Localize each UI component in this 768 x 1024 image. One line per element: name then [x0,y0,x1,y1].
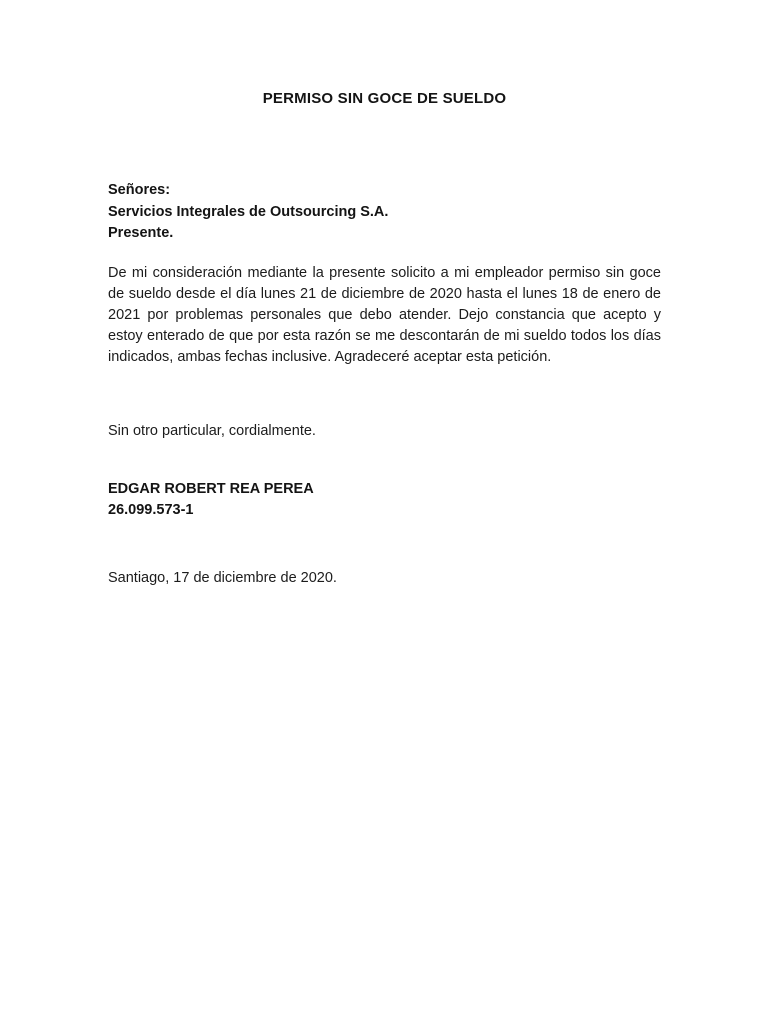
dateline: Santiago, 17 de diciembre de 2020. [108,570,337,586]
recipient-line-salutation: Señores: [108,182,171,198]
letter-title: PERMISO SIN GOCE DE SUELDO [262,90,507,107]
body-paragraph: De mi consideración mediante la presente solicito a mi empleador permiso sin goce de sueldo desde el día lunes 21 de diciembre de 2020 hasta el lunes 18 de enero de 2021 por problemas personales que debo atender. Dejo constancia que acepto y estoy enterado de que por esta razón se me descontarán de mi sueldo todos los días indicados, ambas fechas inclusive. Agradeceré aceptar esta petición. [108,265,661,365]
recipient-block [108,180,661,245]
closing-line: Sin otro particular, cordialmente. [108,423,316,439]
signature-name: EDGAR ROBERT REA PEREA [108,481,314,497]
recipient-line-company: Servicios Integrales de Outsourcing S.A. [108,203,389,220]
signature-block [108,479,661,521]
signature-id-number: 26.099.573-1 [108,502,194,518]
recipient-line-presente: Presente. [108,225,174,241]
